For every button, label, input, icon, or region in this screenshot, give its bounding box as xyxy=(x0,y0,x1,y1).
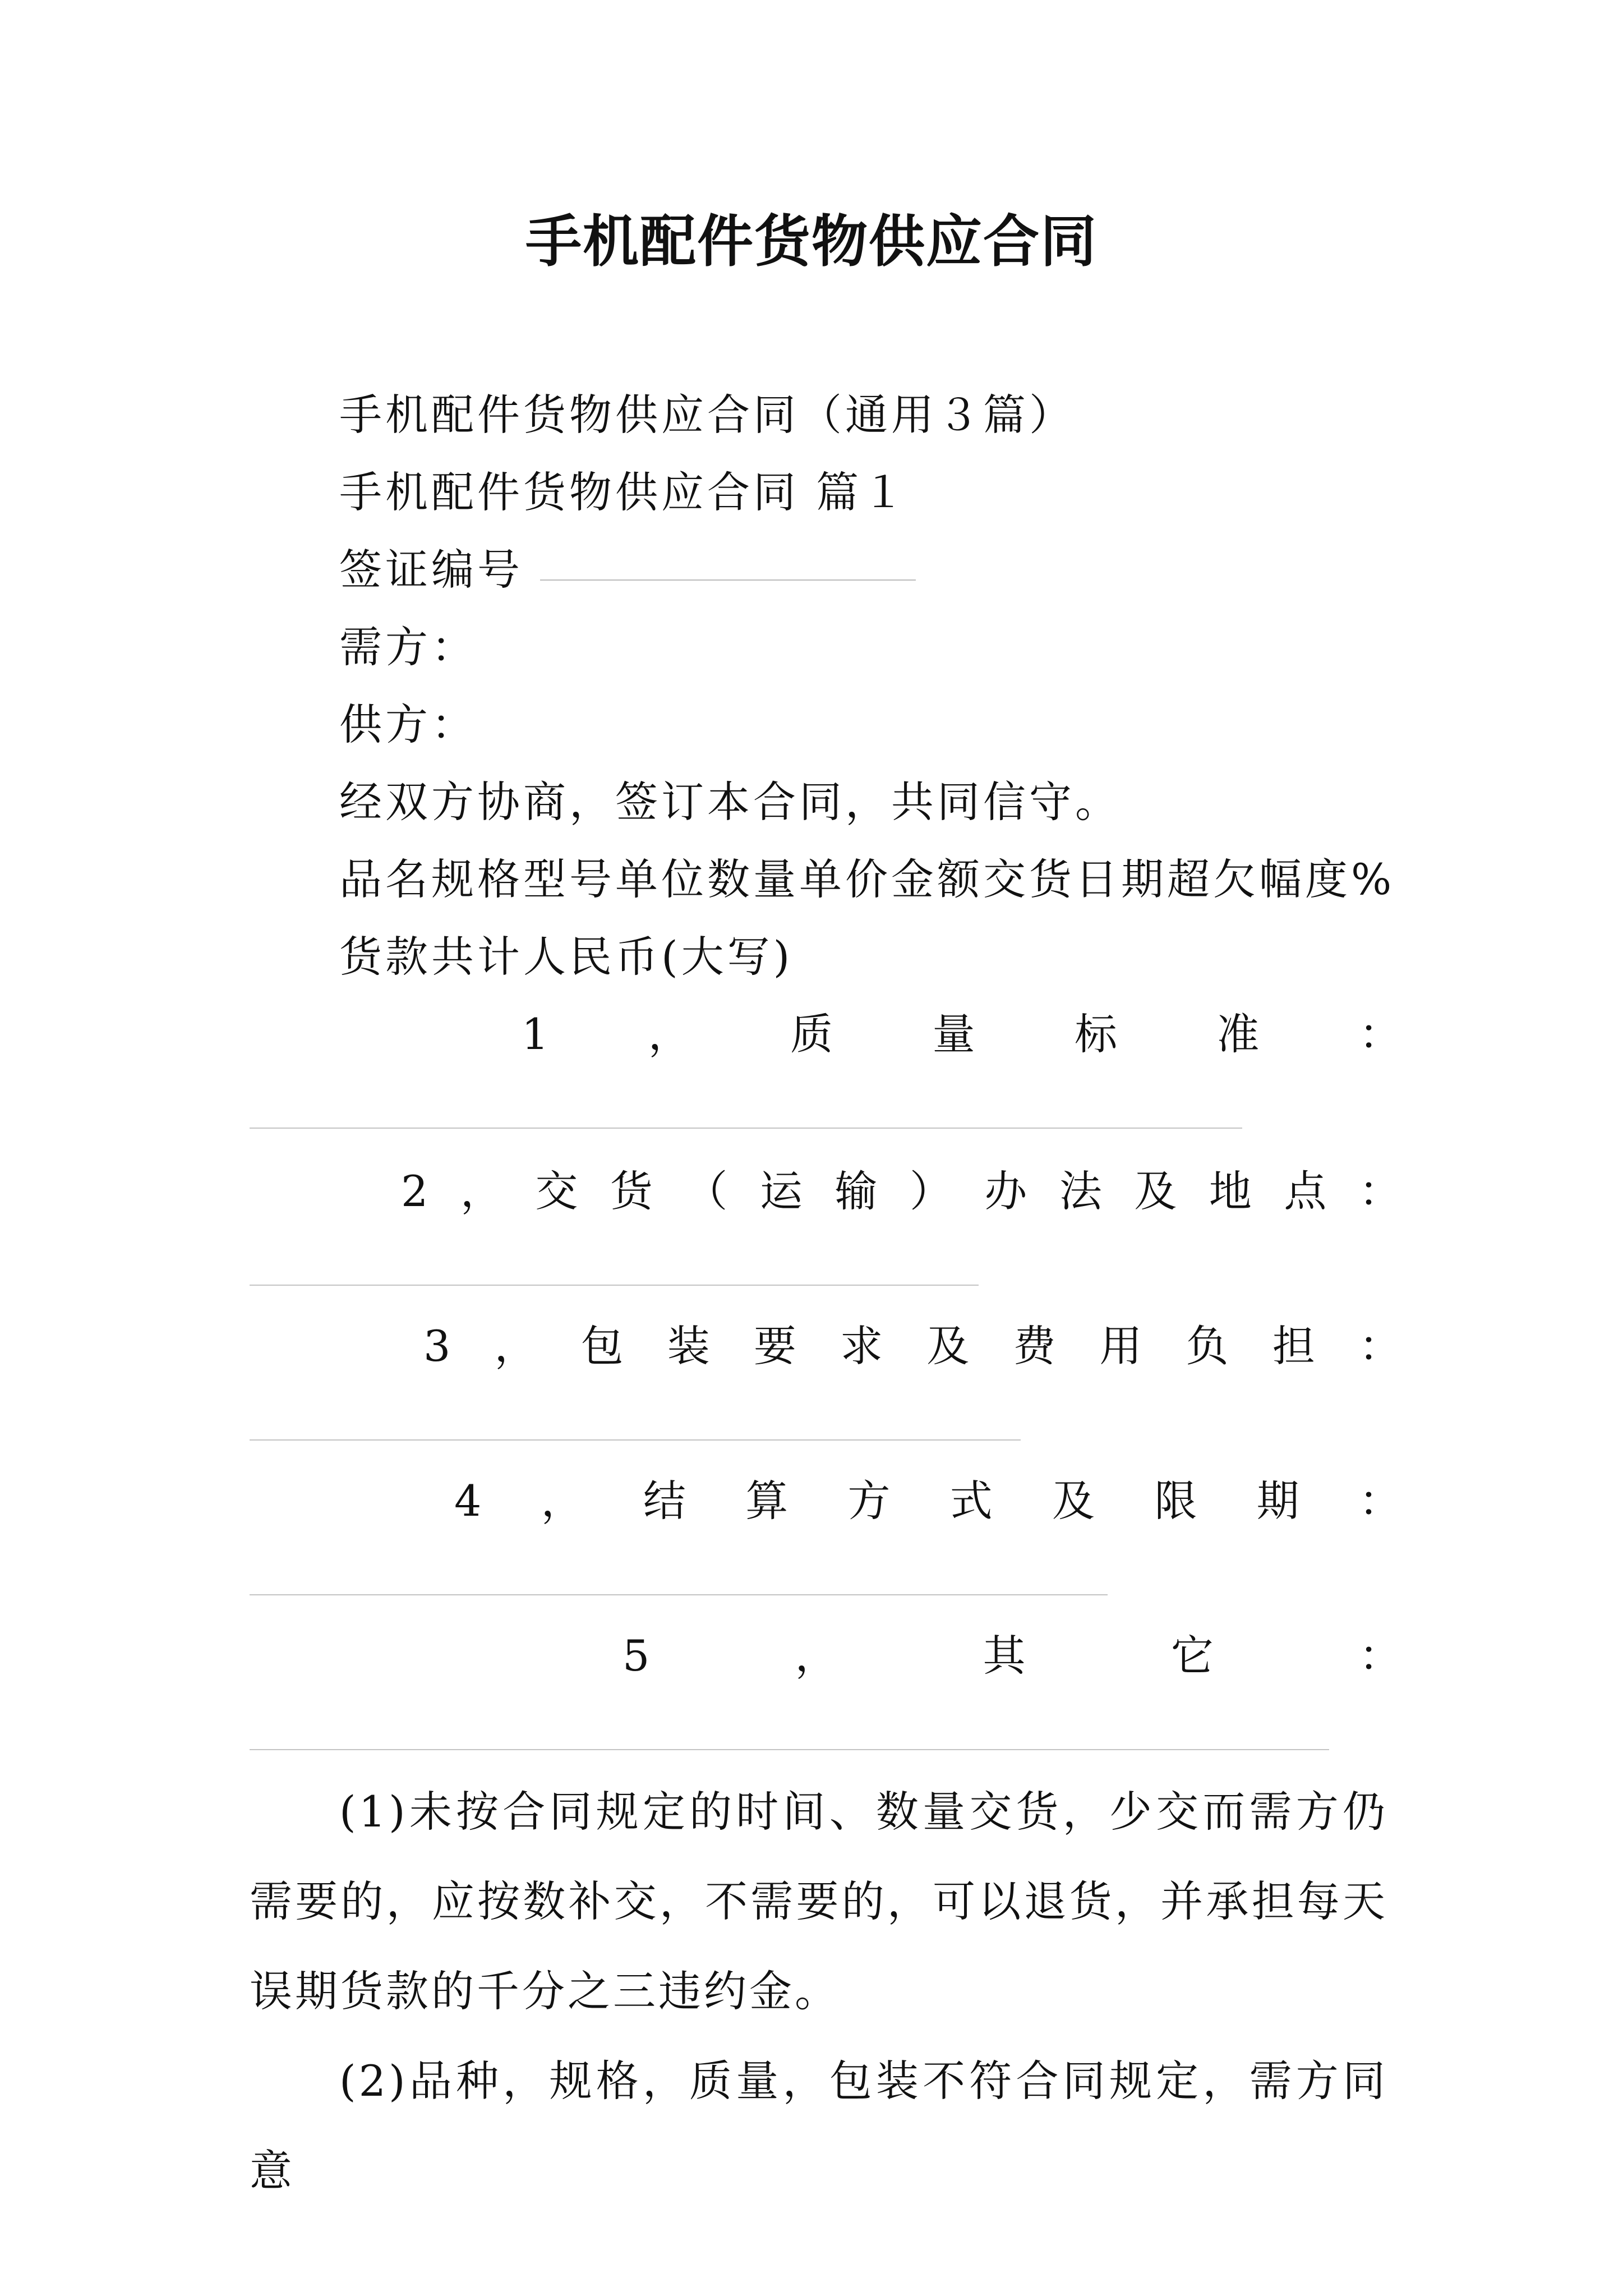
buyer-label: 需方： xyxy=(339,622,477,672)
clause-char: ， xyxy=(541,1476,584,1526)
clause-char: 用 xyxy=(1099,1321,1142,1371)
clause-packaging xyxy=(423,1318,1401,1374)
paragraph-text: (2)品种，规格，质量，包装不符合同规定，需方同意 xyxy=(250,2056,1388,2196)
penalty-paragraph-1 xyxy=(250,1767,1388,2036)
clause-char: 货 xyxy=(610,1166,653,1216)
document-subtitle: 手机配件货物供应合同（通用３篇） xyxy=(339,390,1075,440)
clause-char: ， xyxy=(494,1321,537,1371)
paragraph-text: (1)未按合同规定的时间、数量交货，少交而需方仍需要的，应按数补交，不需要的，可以退货，并承担每天误期货款的千分之三违约金。 xyxy=(250,1787,1388,2016)
clause-char: 其 xyxy=(983,1631,1026,1681)
clause-char: 及 xyxy=(1134,1166,1177,1216)
clause-char: 输 xyxy=(834,1166,878,1216)
clause-char: ， xyxy=(460,1166,503,1216)
clause-char: ： xyxy=(1358,1631,1401,1681)
clause-char: 包 xyxy=(580,1321,624,1371)
clause-char: ） xyxy=(909,1166,952,1216)
clause-char: 交 xyxy=(535,1166,578,1216)
clause-char: ： xyxy=(1358,1321,1401,1371)
visa-number-blank-line xyxy=(540,579,916,581)
clause-char: 1 xyxy=(522,1009,549,1059)
clause-char: 要 xyxy=(753,1321,796,1371)
clause-char: 限 xyxy=(1154,1476,1197,1526)
clause-char: 装 xyxy=(667,1321,710,1371)
clause-char: 量 xyxy=(932,1009,975,1059)
clause-blank-line xyxy=(250,1128,1242,1129)
clause-char: 质 xyxy=(790,1009,833,1059)
clause-char: ： xyxy=(1358,1166,1401,1216)
item-columns-text: 品名规格型号单位数量单价金额交货日期超欠幅度% xyxy=(339,854,1395,904)
clause-settlement xyxy=(454,1473,1401,1529)
clause-char: 5 xyxy=(623,1631,650,1681)
clause-char: 费 xyxy=(1013,1321,1056,1371)
clause-char: 4 xyxy=(454,1476,482,1526)
clause-char: 担 xyxy=(1272,1321,1315,1371)
clause-char: 求 xyxy=(840,1321,883,1371)
clause-char: 负 xyxy=(1186,1321,1229,1371)
clause-blank-line xyxy=(250,1439,1021,1441)
clause-blank-line xyxy=(250,1594,1108,1595)
clause-char: 办 xyxy=(984,1166,1027,1216)
clause-char: 方 xyxy=(847,1476,891,1526)
clause-char: 结 xyxy=(643,1476,686,1526)
clause-char: 期 xyxy=(1256,1476,1299,1526)
clause-char: 式 xyxy=(949,1476,993,1526)
clause-char: 点 xyxy=(1284,1166,1327,1216)
clause-char: 标 xyxy=(1075,1009,1118,1059)
clause-char: 及 xyxy=(1052,1476,1095,1526)
clause-char: 运 xyxy=(759,1166,803,1216)
supplier-label: 供方： xyxy=(339,700,477,749)
clause-blank-line xyxy=(250,1749,1329,1750)
clause-quality-standard xyxy=(522,1006,1401,1062)
clause-char: 及 xyxy=(926,1321,970,1371)
section-heading: 手机配件货物供应合同 篇１ xyxy=(339,467,909,517)
clause-char: ： xyxy=(1358,1009,1401,1059)
penalty-paragraph-2 xyxy=(250,2036,1388,2216)
clause-other xyxy=(623,1628,1401,1684)
clause-char: 它 xyxy=(1170,1631,1214,1681)
clause-char: 3 xyxy=(423,1321,451,1371)
agreement-statement: 经双方协商，签订本合同，共同信守。 xyxy=(339,777,1121,827)
clause-char: ： xyxy=(1358,1476,1401,1526)
clause-char: 2 xyxy=(401,1166,428,1216)
clause-char: ， xyxy=(648,1009,691,1059)
clause-delivery-method xyxy=(401,1163,1401,1220)
clause-char: （ xyxy=(685,1166,728,1216)
total-amount-text: 货款共计人民币(大写) xyxy=(339,932,794,982)
clause-char: 地 xyxy=(1209,1166,1252,1216)
document-title: 手机配件货物供应合同 xyxy=(525,208,1098,274)
visa-number-field xyxy=(339,542,916,598)
visa-number-label: 签证编号 xyxy=(339,545,523,595)
clause-char: 算 xyxy=(745,1476,789,1526)
clause-char: ， xyxy=(795,1631,838,1681)
clause-char: 法 xyxy=(1059,1166,1102,1216)
clause-char: 准 xyxy=(1216,1009,1260,1059)
clause-blank-line xyxy=(250,1285,979,1286)
